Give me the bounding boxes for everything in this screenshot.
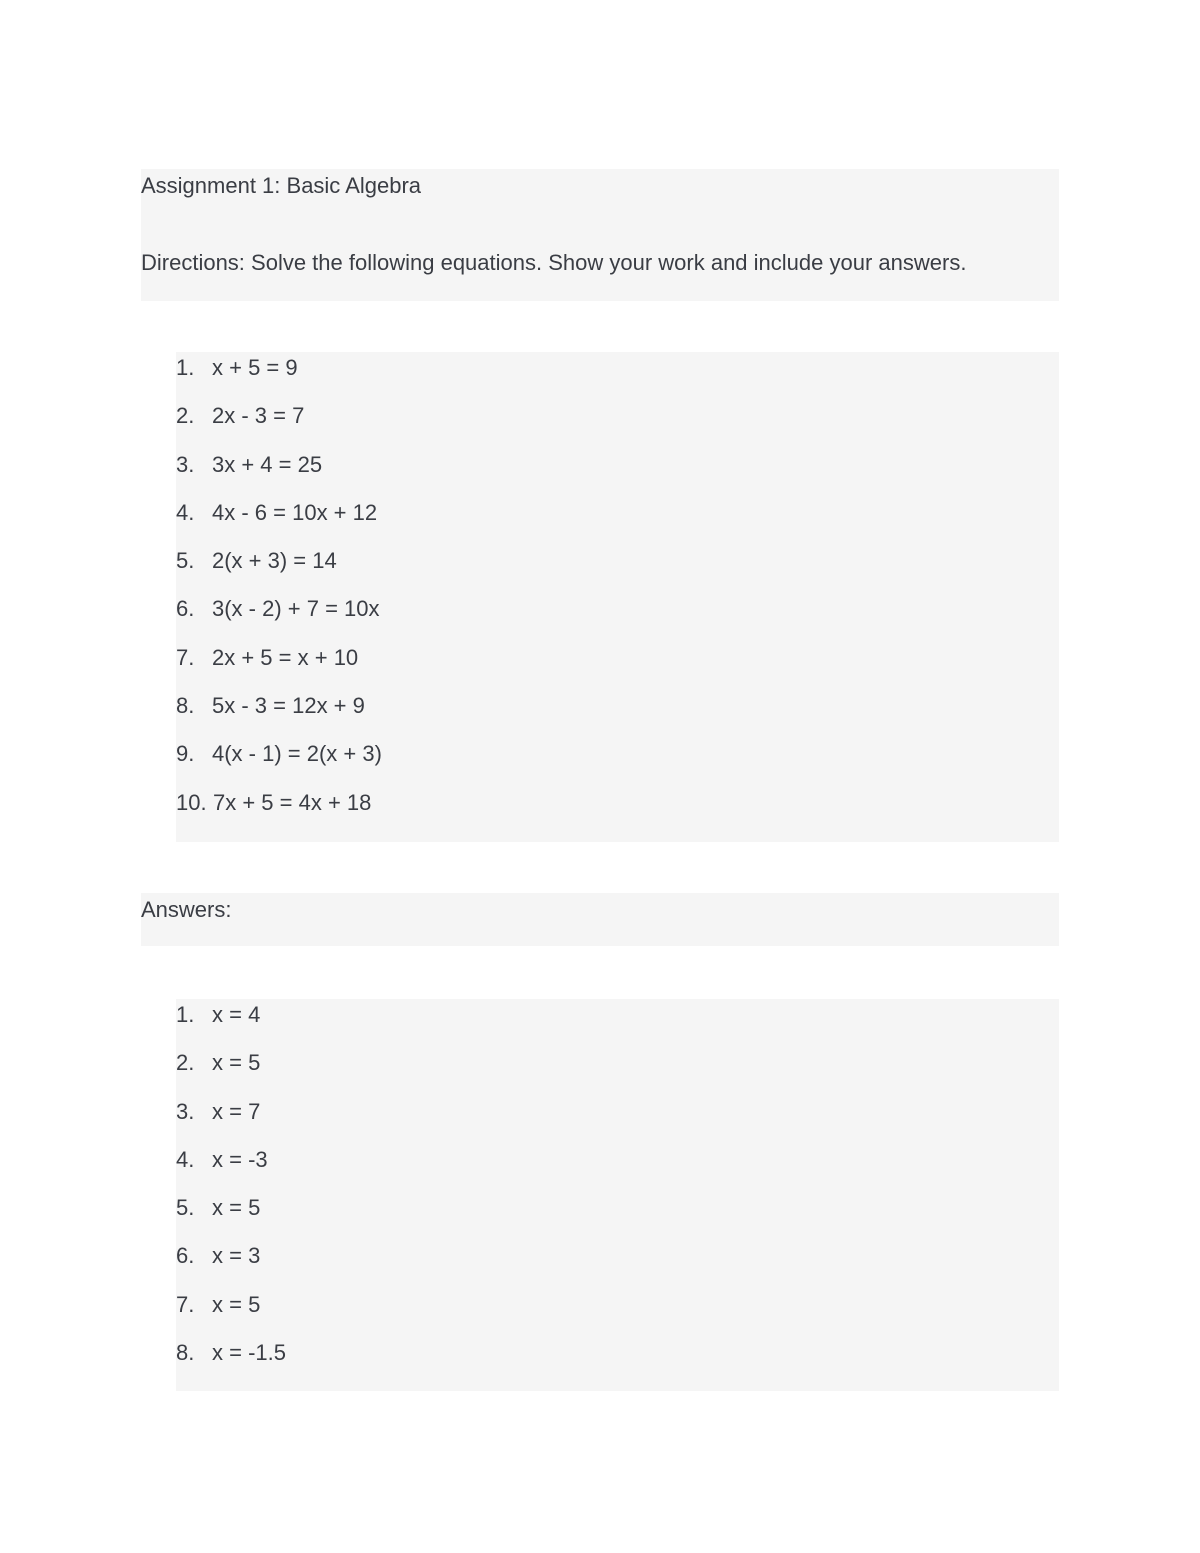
item-number: 6. xyxy=(176,1243,195,1269)
item-number: 2. xyxy=(176,1050,195,1076)
item-number: 10. xyxy=(176,789,207,815)
answer-text: x = 5 xyxy=(212,1050,261,1076)
answer-text: x = 7 xyxy=(212,1098,261,1124)
answer-text: x = 5 xyxy=(212,1195,261,1221)
equation-text: 2x + 5 = x + 10 xyxy=(212,644,359,670)
equation-text: x + 5 = 9 xyxy=(212,355,298,380)
item-number: 1. xyxy=(176,355,195,380)
item-number: 9. xyxy=(176,741,195,767)
directions-text: Directions: Solve the following equations. Show your work and include your answers. xyxy=(141,250,967,275)
item-number: 3. xyxy=(176,1098,195,1124)
equation-text: 3(x - 2) + 7 = 10x xyxy=(212,596,380,622)
item-number: 5. xyxy=(176,548,195,574)
answer-text: x = 3 xyxy=(212,1243,261,1269)
equation-text: 7x + 5 = 4x + 18 xyxy=(213,789,372,815)
item-number: 3. xyxy=(176,451,195,477)
equation-text: 3x + 4 = 25 xyxy=(212,451,323,477)
answers-heading: Answers: xyxy=(141,897,232,922)
answers-header xyxy=(141,893,1059,946)
item-number: 4. xyxy=(176,1146,195,1172)
item-number: 7. xyxy=(176,644,195,670)
item-number: 8. xyxy=(176,1340,195,1366)
item-number: 7. xyxy=(176,1291,195,1317)
equation-text: 2(x + 3) = 14 xyxy=(212,548,337,574)
item-number: 4. xyxy=(176,499,195,525)
problems-section xyxy=(176,352,1059,842)
equation-text: 4x - 6 = 10x + 12 xyxy=(212,499,378,525)
answer-text: x = 5 xyxy=(212,1291,261,1317)
item-number: 1. xyxy=(176,1002,195,1027)
answers-section xyxy=(176,999,1059,1391)
assignment-title: Assignment 1: Basic Algebra xyxy=(141,173,422,198)
item-number: 5. xyxy=(176,1195,195,1221)
item-number: 2. xyxy=(176,403,195,429)
item-number: 6. xyxy=(176,596,195,622)
answer-text: x = -1.5 xyxy=(212,1340,286,1366)
equation-text: 4(x - 1) = 2(x + 3) xyxy=(212,741,382,767)
item-number: 8. xyxy=(176,693,195,719)
assignment-header xyxy=(141,169,1059,301)
answer-text: x = -3 xyxy=(212,1146,268,1172)
equation-text: 5x - 3 = 12x + 9 xyxy=(212,693,365,719)
equation-text: 2x - 3 = 7 xyxy=(212,403,305,429)
answer-text: x = 4 xyxy=(212,1002,261,1027)
